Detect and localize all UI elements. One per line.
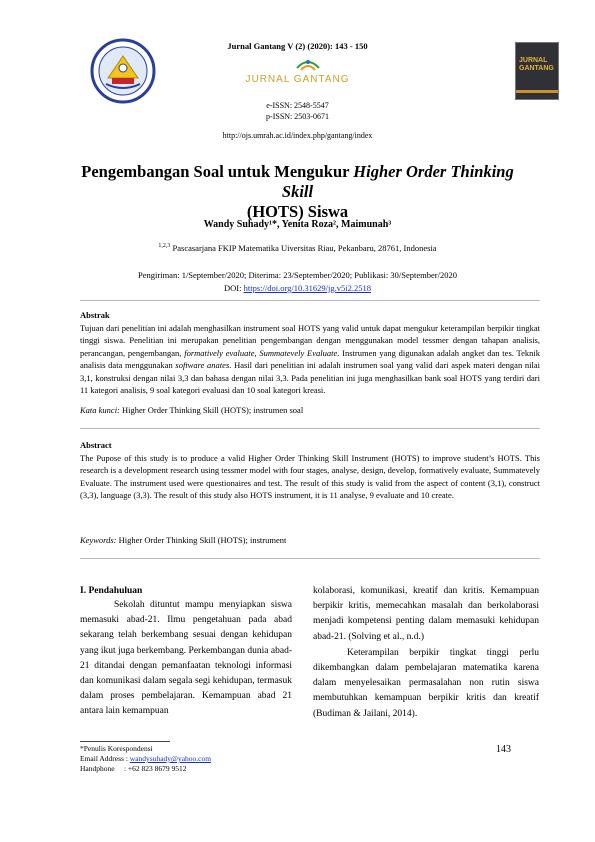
kata-kunci-label: Kata kunci:	[80, 405, 120, 415]
journal-url-text[interactable]: http://ojs.umrah.ac.id/index.php/gantang/index	[222, 131, 373, 140]
kata-kunci-text: Higher Order Thinking Skill (HOTS); instrumen soal	[119, 405, 304, 415]
university-logo	[90, 38, 156, 104]
affiliation-superscript: 1,2,3	[158, 243, 171, 250]
cover-title-line-1: JURNAL	[519, 57, 548, 64]
keywords-label: Keywords:	[80, 535, 117, 545]
pissn: p-ISSN: 2503-0671	[266, 112, 329, 121]
right-paragraph-1: kolaborasi, komunikasi, kreatif dan kritis. Kemampuan berpikir kritis, memecahkan masalah dan berkolaborasi menjadi kompetensi penting dalam memasuki kehidupan abad-21. (Solving et al., n.d.)	[313, 586, 539, 642]
title-part-1: Pengembangan Soal untuk Mengukur	[81, 162, 354, 181]
article-title	[70, 162, 525, 222]
email-link[interactable]: wandysuhady@yahoo.com	[129, 754, 212, 763]
abstrak-italic-1: formatively evaluate	[184, 347, 255, 358]
cover-title-line-2: GANTANG	[519, 65, 554, 72]
title-italic: Higher Order Thinking Skill	[281, 162, 514, 201]
journal-url[interactable]	[160, 131, 435, 140]
abstrak-heading: Abstrak	[80, 310, 110, 320]
abstrak-text-a: Tujuan dari penelitian ini adalah menghasilkan instrument soal HOTS yang valid untuk dapat mengukur keterampilan berpikir tingkat tinggi siswa. Penelitian ini merupakan penelitian pengembangan dengan menggunakan model tessmer dengan tahapan analisis, perancangan, pengembangan,	[80, 323, 540, 358]
affiliation	[80, 243, 515, 253]
divider	[80, 300, 540, 301]
abstrak-text-b: ,	[254, 347, 260, 358]
abstract-keywords	[80, 535, 540, 545]
journal-cover-thumbnail	[515, 42, 559, 100]
divider	[80, 558, 540, 559]
gantang-logo-mark	[293, 54, 323, 74]
abstract-body: The Pupose of this study is to produce a valid Higher Order Thinking Skill Instrument (HOTS) to improve student’s HOTS. This research is a development research using tessmer model with four stages, analyse, design, develop, formatively evaluate, Summatevely Evaluate. The instrument used were questionaires and test. The result of this study is valid from the aspect of content (3,1), construct (3,3), language (3,3). The result of this study also HOTS instrument, it is 11 analyse, 9 evaluate and 10 create.	[80, 453, 540, 501]
left-column	[80, 598, 292, 720]
eissn: e-ISSN: 2548-5547	[266, 101, 329, 110]
footnote-rule	[80, 741, 170, 742]
divider	[80, 428, 540, 429]
footnote-email	[80, 754, 211, 763]
doi-label: DOI:	[224, 283, 244, 293]
title-part-2: (HOTS) Siswa	[246, 202, 349, 221]
abstrak-italic-3: software anates	[175, 360, 230, 371]
abstrak-italic-2: Summatevely Evaluate	[259, 347, 338, 358]
submission-dates: Pengiriman: 1/September/2020; Diterima: 23/September/2020; Publikasi: 30/September/2020	[138, 270, 457, 280]
doi-link[interactable]: https://doi.org/10.31629/jg.v5i2.2518	[243, 283, 371, 293]
journal-citation-line: Jurnal Gantang V (2) (2020): 143 - 150	[227, 41, 368, 51]
abstrak-text-d: . Hasil dari penelitian ini adalah instrumen soal yang valid dari aspek materi dengan nilai 3,1, konstruksi dengan nilai 3,3 dan bahasa dengan nilai 3,3. Pada penelitian ini juga menghasilkan bank soal HOTS yang terdiri dari 11 kategori analisis, 9 soal kategori evaluasi dan 10 soal kategori kreasi.	[80, 360, 540, 396]
right-column	[313, 584, 539, 722]
keywords-text: Higher Order Thinking Skill (HOTS); instrument	[116, 535, 287, 545]
abstract-heading: Abstract	[80, 440, 112, 450]
abstrak-body	[80, 322, 540, 396]
footnote-corresponding: *Penulis Korespondensi	[80, 744, 153, 753]
journal-brand-name: JURNAL GANTANG	[245, 74, 350, 85]
email-label: Email Address :	[80, 754, 130, 763]
cover-band	[516, 90, 558, 93]
page-number: 143	[496, 744, 511, 755]
doi	[70, 283, 525, 293]
section-heading: I. Pendahuluan	[80, 586, 143, 596]
abstrak-keywords	[80, 405, 540, 415]
left-paragraph-1: Sekolah dituntut mampu menyiapkan siswa memasuki abad-21. Ilmu pengetahuan pada abad sekarang telah berkembang sesuai dengan kehidupan yang ikut juga berkembang. Perkembangan dunia abad-21 ditandai dengan pemanfaatan teknologi informasi dan komunikasi dalam segala segi kehidupan, termasuk dalam proses pembelajaran. Kemampuan abad 21 antara lain kemampuan	[80, 600, 292, 717]
authors: Wandy Suhady¹*, Yenita Roza², Maimunah³	[203, 219, 392, 230]
abstrak-text-c: . Instrumen yang digunakan adalah angket dan tes. Teknik analisis data menggunakan	[80, 347, 540, 371]
affiliation-text: Pascasarjana FKIP Matematika Uiversitas Riau, Pekanbaru, 28761, Indonesia	[170, 243, 437, 253]
footnote-phone: Handphone : +62 823 8679 9512	[80, 764, 187, 773]
right-paragraph-2: Keterampilan berpikir tingkat tinggi perlu dikembangkan dalam pembelajaran matematika karena dalam menyelesaikan permasalahan non rutin siswa membutuhkan kemampuan berpikir kritis dan kreatif (Budiman & Jailani, 2014).	[313, 647, 539, 719]
